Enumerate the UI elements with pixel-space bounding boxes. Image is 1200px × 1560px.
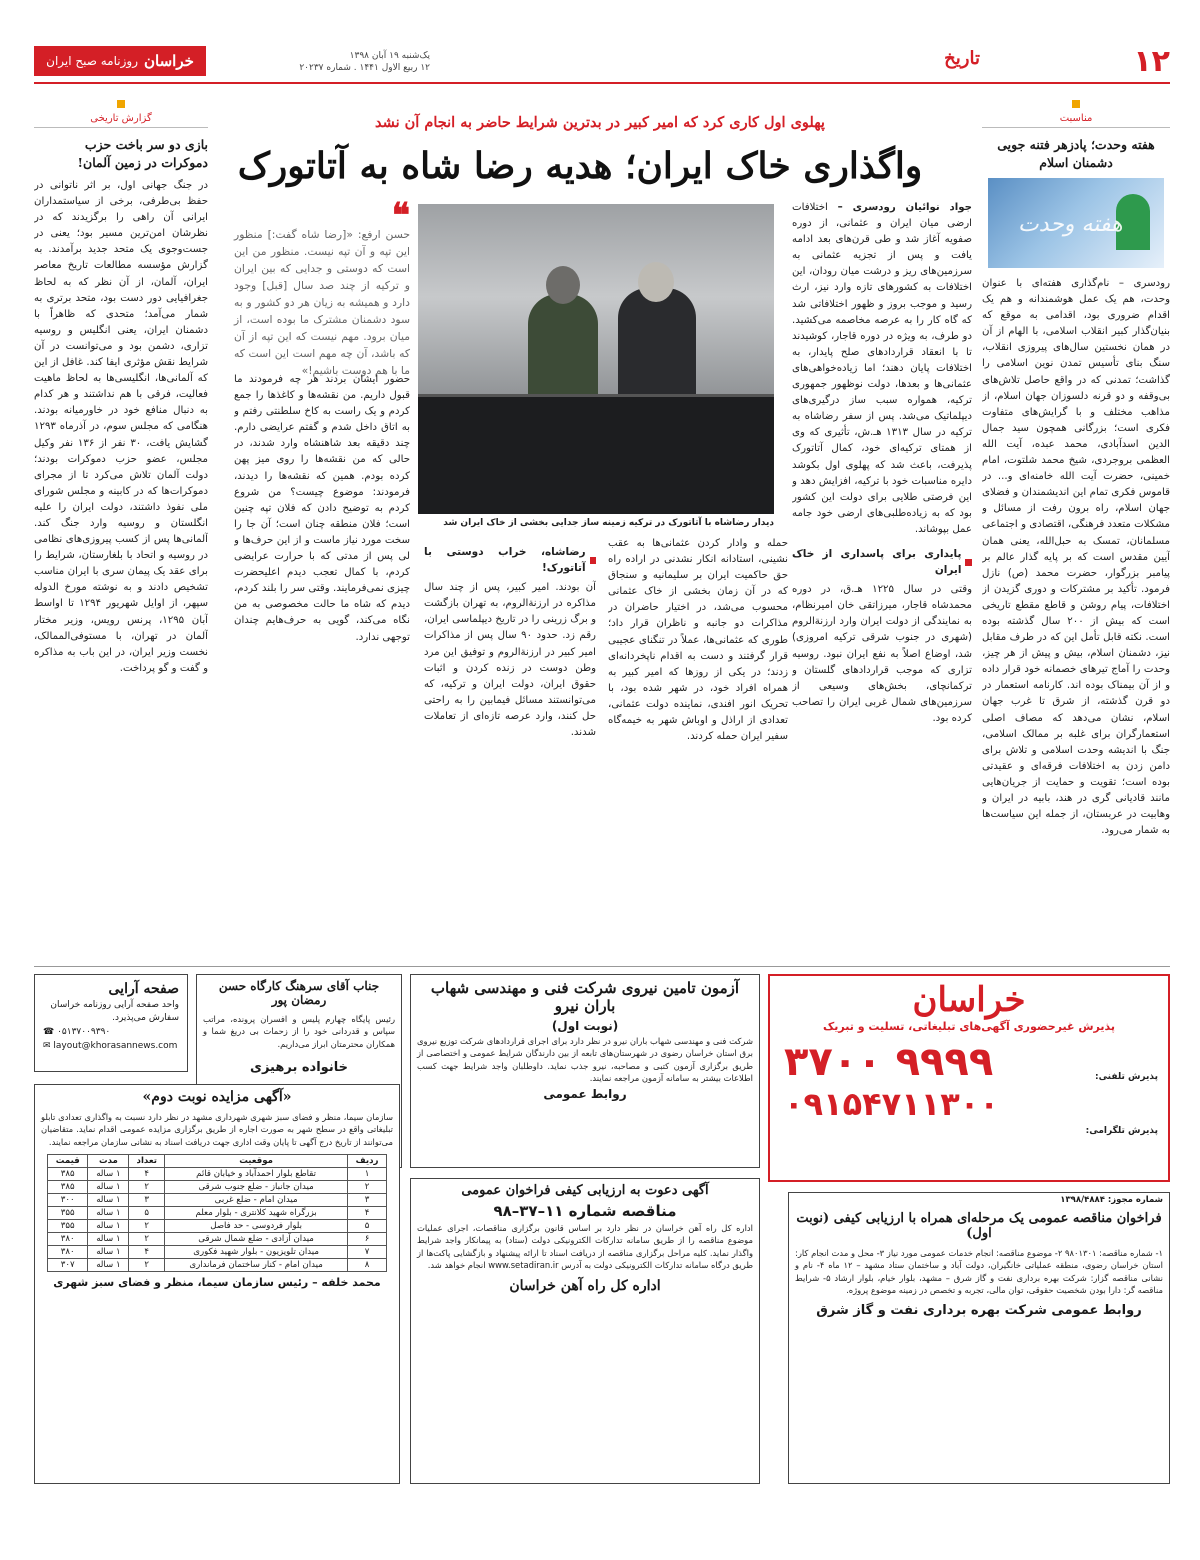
ad-layout-title: صفحه آرایی <box>108 981 179 997</box>
ad-gas-tender[interactable] <box>788 1192 1170 1484</box>
date-block <box>270 50 430 74</box>
table-cell: ۴ <box>348 1207 387 1220</box>
table-cell: ۳۰۷ <box>48 1259 88 1272</box>
table-cell: ۱ ساله <box>88 1259 129 1272</box>
table-cell: ۳۸۵ <box>48 1181 88 1194</box>
phone-icon-row[interactable]: ☎ ۰۵۱۳۷۰۰۹۳۹۰ <box>43 1027 111 1037</box>
square-bullet-icon <box>965 559 972 566</box>
table-cell: ۱ ساله <box>88 1233 129 1246</box>
article-column-4 <box>234 372 410 962</box>
ad-khorasan-logo: خراسان <box>912 980 1026 1020</box>
article-col4-text: حضور ایشان بردند هر چه فرمودند ما قبول داریم. من نقشه‌ها و کاغذها را جمع کردم و یک راست به کاخ سلطنتی رفتم و به اتاق داخل شدم و گفتم عرایضی دارم. چند دقیقه بعد شاهنشاه وارد شدند، در حالی که من نقشه‌ها را روی میز پهن کرده بودم. همین که نقشه‌ها را دیدند، فرمودند: موضوع چیست؟ من شروع کردم به توضیح دادن که فلان تپه چنین است؛ فلان منطقه چنان است؛ آن جا را سخت مورد نیاز ماست و از این حرف‌ها و لی پس از مدتی که با حرارت عرایضی کردم، با کمال تعجب دیدم اعلیحضرت چیزی نمی‌فرمایند. وقتی سر را بلند کردم، دیدم که شاه ما حالت مخصوصی به من نگاه می‌کند، گویی به حرف‌هایم چندان توجهی ندارد. <box>234 374 410 643</box>
quote-mark-icon: ❝ <box>391 196 410 236</box>
ad-gas-body: ۱- شماره مناقصه: ۹۸۰۱۳۰۱ ۲- موضوع مناقصه: انجام خدمات عمومی مورد نیاز ۳- محل و مدت انجام کار: استان خراسان رضوی، منطقه عملیاتی خانگیران، دولت آباد و ساختمان ستاد مشهد – ۱۲ ماه ۴- نام و نشانی مناقصه گزار: شرکت بهره برداری نفت و گاز شرق – مشهد، بلوار خیام، بلوار ارشاد ۵- شرایط مناقصه گر: دارا بودن شخصیت حقوقی، توان مالی، تجربه و تخصص در زمینه موضوع پروژه. <box>795 1248 1163 1296</box>
table-cell: ۳۰۰ <box>48 1194 88 1207</box>
table-cell: ۲ <box>129 1233 165 1246</box>
table-row <box>48 1246 387 1259</box>
ad-auction-body: سازمان سیما، منظر و فضای سبز شهری شهرداری مشهد در نظر دارد نسبت به واگذاری تعدادی تابلو تبلیغاتی واقع در سطح شهر به صورت اجاره از طریق برگزاری مزایده عمومی اقدام نماید. متقاضیان می‌توانند از تاریخ درج آگهی تا پایان وقت اداری جهت دریافت اسناد به نشانی سازمان مراجعه نمایند. <box>41 1112 393 1147</box>
ad-layout-phone[interactable]: ۰۵۱۳۷۰۰۹۳۹۰ <box>57 1027 111 1037</box>
ad-khorasan-phone-1[interactable]: ۳۷۰۰ ۹۹۹۹ <box>784 1039 994 1085</box>
ad-auction-rows <box>48 1168 387 1272</box>
brand-tagline: روزنامه صبح ایران <box>46 54 138 68</box>
ad-appreciation-body: رئیس پایگاه چهارم پلیس و افسران پرونده، مراتب سپاس و قدردانی خود را از زحمات بی دریغ شما و همکاران محترمتان ابراز می‌داریم. <box>203 1014 395 1049</box>
ad-railway-number: مناقصه شماره ۱۱–۳۷–۹۸ <box>493 1202 677 1220</box>
table-row <box>48 1259 387 1272</box>
table-cell: ۴ <box>129 1168 165 1181</box>
article-headline: واگذاری خاک ایران؛ هدیه رضا شاه به آتاتورک <box>237 145 923 187</box>
table-cell: ۳۸۵ <box>48 1168 88 1181</box>
table-cell: ۱ <box>348 1168 387 1181</box>
article-byline: جواد نوائیان رودسری – <box>827 202 972 213</box>
table-cell: ۸ <box>348 1259 387 1272</box>
table-cell: ۳۸۰ <box>48 1246 88 1259</box>
table-cell: ۱ ساله <box>88 1207 129 1220</box>
left-column-title: بازی دو سر باخت حزب دموکرات در زمین آلمان! <box>77 137 208 170</box>
article-col1-text: اختلافات ارضی میان ایران و عثمانی، از دوره صفویه آغاز شد و طی قرن‌های بعد ادامه یافت و پس از تجزیه عثمانی به سرزمین‌های ریز و درشت میان رودان، این اختلافات به کشورهای تازه وارد نیز، ارث رسید و موجب بروز و ظهور اختلافاتی شد که گاه کار را به عرصه مخاصمه می‌کشید. دو طرف، به ویژه در دوره قاجار، کوشیدند تا با انعقاد قراردادهای صلح پایدار، به اختلافات پایان دهند؛ اما زیاده‌خواهی‌های عثمانی‌ها و بعدها، دولت نوظهور جمهوری ترکیه، همواره سبب ساز درگیری‌های دیپلماتیک می‌شد. پس از سفر رضاشاه به ترکیه در سال ۱۳۱۳ هـ.ش، تأثیری که وی از همتای ترکیه‌ای خود، کمال آتاتورک پذیرفت، باعث شد که پهلوی اول بکوشد دایره مناسبات خود با ترکیه، افزایش دهد و این فرصتی طلایی برای دولت این کشور بود که به زیاده‌طلبی‌های ارضی خود جامه عمل بپوشاند. <box>792 202 972 535</box>
right-column-body: رودسری – نام‌گذاری هفته‌ای با عنوان وحدت، هم یک عمل هوشمندانه و هم یک اقدام ضروری بود، اقدامی به موقع که بنیان‌گذار کبیر انقلاب اسلامی، با الهام از آن در همان نخستین سال‌های پیروزی انقلاب، سنگ بنای تأسیس تمدن نوین اسلامی را گذاشت؛ تمدنی که در واقع حاصل تلاش‌های بی‌وقفه و دو قرنه دلسوزان جهان اسلام، از مذاهب مختلف و با گرایش‌های متفاوت فکری است؛ بزرگانی همچون سید جمال الدین اسدآبادی، محمد عبده، آیت الله العظمی بروجردی، شیخ محمد شلتوت، امام خمینی، حضرت آیت الله خامنه‌ای و... در قاموس فکری تمام این اندیشمندان و فضلای جهان اسلام، راه برون رفت از مسائل و مشکلات متعدد فرهنگی، اقتصادی و اجتماعی مسلمانان، تمسک به حبل‌الله، یعنی همان آیین مقدس است که بر پایه گذار عالم بر پیامبر بزرگوار، حضرت محمد (ص) نازل فرمود. تأکید بر مشترکات و دوری گزیدن از اختلافات، پیام روشن و قاطع مقطع تاریخی است که بیش از ۲۰۰ سال گذشته بوده است. نکته قابل تأمل این که در طرف مقابل نیز، دشمنان اسلام، بیش و پیش از هر چیز، وحدت را آماج تیرهای خصمانه خود قرار داده و از آن بیمناک بوده اند. کارنامه استعمار در دو قرن گذشته، از شرق تا غرب جهان اسلام، نشان می‌دهد که مصاف اصلی استعمارگران برای غلبه بر ممالک اسلامی، جنگ با اندیشه وحدت اسلامی و تلاش برای دامن زدن به اختلافات فرقه‌ای و عقیدتی بوده است؛ تقویت و حمایت از جریان‌هایی مانند قادیانی گری در هند، بابیه در ایران و وهابیت در عربستان، از جمله این سیاست‌ها به شمار می‌رود. <box>982 278 1170 837</box>
email-icon-row[interactable]: ✉ layout@khorasannews.com <box>43 1041 178 1051</box>
table-cell: بلوار فردوسی - حد فاصل <box>165 1220 348 1233</box>
ad-tamin-subtitle: (نوبت اول) <box>551 1019 619 1033</box>
table-header-row: ردیف موقعیت تعداد مدت قیمت <box>48 1155 387 1168</box>
ad-tamin-title: آزمون تامین نیروی شرکت فنی و مهندسی شهاب باران نیرو <box>430 979 740 1015</box>
article-supertitle: پهلوی اول کاری کرد که امیر کبیر در بدترین شرایط حاضر به انجام آن نشد <box>375 114 825 131</box>
masthead <box>34 44 1170 80</box>
occasion-image <box>988 178 1164 268</box>
ad-gas-ref: شماره مجوز: ۱۳۹۸/۴۸۸۴ <box>1060 1195 1163 1205</box>
table-row <box>48 1207 387 1220</box>
table-cell: میدان امام - کنار ساختمان فرمانداری <box>165 1259 348 1272</box>
square-bullet-icon <box>590 557 596 564</box>
ad-tamin-niro[interactable] <box>410 974 760 1168</box>
date-line-1: یک‌شنبه ۱۹ آبان ۱۳۹۸ <box>349 51 430 61</box>
pullquote <box>234 196 410 379</box>
table-row <box>48 1233 387 1246</box>
table-cell: ۱ ساله <box>88 1220 129 1233</box>
ad-gas-sign: روابط عمومی شرکت بهره برداری نفت و گاز شرق <box>816 1302 1142 1318</box>
article-col2-text: حمله و وادار کردن عثمانی‌ها به عقب نشینی، استادانه انکار نشدنی در اراده راه حق حاکمیت ایران بر سلیمانیه و سنجاق که در آن زمان بخشی از خاک عثمانی محسوب می‌شد، در اختیار حاضران در مذاکرات دو جانبه و ناظران قرار داد؛ طوری که عثمانی‌ها، عملاً در تنگنای عجیبی قرار گرفتند و دست به اقدام ناپخردانه‌ای زدند؛ در یکی از روزها که امیر کبیر به همراه افراد خود، در شهر شده بود، با تحریک انور افندی، نماینده دولت عثمانی، تعدادی از اراذل و اوباش شهر به خیمه‌گاه سفیر ایران حمله کردند. <box>608 538 788 743</box>
table-cell: ۲ <box>129 1181 165 1194</box>
article-col3-text: آن بودند. امیر کبیر، پس از چند سال مذاکره در ارزنة‌الروم، به تهران بازگشت و برگ زرینی را در تاریخ دیپلماسی ایران، رقم زد. حدود ۹۰ سال پس از مذاکرات امیر کبیر در ارزنة‌الروم و توفیق این مرد وطن دوست در زنده کردن و اثبات حقوق ایران، دولت ایران و ترکیه، که می‌توانستند مسائل فیمابین را به راحتی حل کنند، وارد عرصه تازه‌ای از تعاملات شدند. <box>424 582 596 739</box>
table-cell: ۶ <box>348 1233 387 1246</box>
article-subhead-1: پایداری برای پاسداری از خاک ایران <box>792 546 972 578</box>
right-column-title: هفته وحدت؛ پادزهر فتنه جویی دشمنان اسلام <box>997 137 1155 170</box>
ad-gas-title: فراخوان مناقصه عمومی یک مرحله‌ای همراه با ارزیابی کیفی (نوبت اول) <box>796 1211 1162 1241</box>
masthead-rule <box>34 82 1170 84</box>
pullquote-text: حسن ارفع: «[رضا شاه گفت:] منظور این تپه و آن تپه نیست. منظور من این است که دوستی و جدایی که بین ایران و ترکیه از چند صد سال [قبل] وجود دارد و همیشه به زیان هر دو کشور و به سود دشمنان مشترک ما بوده است، از میان برود. مهم نیست که این تپه از آن که باشد، آن چه مهم است این است که ما با هم دوست باشیم!» <box>234 228 410 377</box>
ad-railway-body: اداره کل راه آهن خراسان در نظر دارد بر اساس قانون برگزاری مناقصات، اجرای عملیات موضوع مناقصه را از طریق سامانه تدارکات الکترونیکی دولت (ستاد) به پیمانکار واجد شرایط واگذار نماید. کلیه مراحل برگزاری مناقصه از دریافت اسناد تا ارائه پیشنهاد و بازگشایی پاکت‌ها از طریق درگاه سامانه تدارکات الکترونیکی دولت به آدرس www.setadiran.ir انجام خواهد شد. <box>417 1223 753 1271</box>
photo-car <box>418 394 774 514</box>
table-cell: بزرگراه شهید کلانتری - بلوار معلم <box>165 1207 348 1220</box>
ad-auction-table <box>47 1154 387 1272</box>
table-cell: میدان امام - ضلع غربی <box>165 1194 348 1207</box>
table-cell: میدان تلویزیون - بلوار شهید فکوری <box>165 1246 348 1259</box>
ad-layout-service[interactable] <box>34 974 188 1072</box>
table-cell: ۷ <box>348 1246 387 1259</box>
table-cell: میدان جانباز - ضلع جنوب شرقی <box>165 1181 348 1194</box>
table-cell: ۵ <box>129 1207 165 1220</box>
ad-khorasan-tagline: پذیرش غیرحضوری آگهی‌های تبلیغاتی، تسلیت و تبریک <box>823 1020 1115 1033</box>
article-col1b-text: وقتی در سال ۱۲۲۵ هـ.ق، در دوره محمدشاه قاجار، میرزاتقی خان امیرنظام، به نمایندگی از دولت ایران وارد ارزنة‌الروم (شهری در جنوب شرقی ترکیه امروزی) شد، اوضاع اصلاً به نفع ایران نبود. روسیه تزاری که موجب قراردادهای گلستان و ترکمانچای، بخش‌های وسیعی از سرزمین‌های شمال غربی ایران را تصاحب کرده بود. <box>792 584 972 724</box>
image-calligraphy: هفته وحدت <box>1018 212 1123 237</box>
section-label: گزارش تاریخی <box>34 110 208 128</box>
table-cell: ۲ <box>348 1181 387 1194</box>
table-cell: ۴ <box>129 1246 165 1259</box>
table-cell: ۱ ساله <box>88 1181 129 1194</box>
table-cell: میدان آزادی - ضلع شمال شرقی <box>165 1233 348 1246</box>
article-column-1 <box>792 200 972 960</box>
table-cell: ۳ <box>129 1194 165 1207</box>
ad-appreciation-sign: خانواده برهیزی <box>250 1060 348 1076</box>
ad-appreciation-title: جناب آقای سرهنگ کارگاه حسن رمضان پور <box>218 979 380 1007</box>
section-name: تاریخ <box>944 48 980 69</box>
table-row <box>48 1194 387 1207</box>
table-cell: ۳۸۰ <box>48 1233 88 1246</box>
photo-caption: دیدار رضاشاه با آتاتورک در ترکیه زمینه ساز جدایی بخشی از خاک ایران شد <box>443 518 774 528</box>
article-subhead-2: رضاشاه، خراب دوستی با آتاتورک! <box>424 544 596 576</box>
ad-tamin-footer: روابط عمومی <box>543 1086 627 1101</box>
table-cell: ۵ <box>348 1220 387 1233</box>
brand-box[interactable] <box>34 46 206 76</box>
ad-railway-title: آگهی دعوت به ارزیابی کیفی فراخوان عمومی <box>461 1183 709 1198</box>
ad-railway-sign: اداره کل راه آهن خراسان <box>509 1277 661 1294</box>
ad-khorasan-label-2: پذیرش تلگرامی: <box>1085 1126 1158 1136</box>
ad-auction[interactable] <box>34 1084 400 1484</box>
left-column <box>34 110 208 964</box>
table-cell: ۳ <box>348 1194 387 1207</box>
ad-railway-tender[interactable] <box>410 1178 760 1484</box>
ad-khorasan[interactable] <box>768 974 1170 1182</box>
ad-auction-title: «آگهی مزایده نوبت دوم» <box>142 1089 292 1105</box>
ad-layout-email[interactable]: layout@khorasannews.com <box>53 1041 178 1051</box>
section-label: مناسبت <box>982 110 1170 128</box>
article-column-2 <box>608 536 788 962</box>
ad-tamin-body: شرکت فنی و مهندسی شهاب باران نیرو در نظر دارد برای اجرای قراردادهای شرکت توزیع نیروی برق استان خراسان رضوی در شهرستان‌های تابعه از بین دارندگان شرایط عمومی و اختصاصی از طریق برگزاری آزمون کتبی و مصاحبه، نیرو جذب نماید. داوطلبان واجد شرایط جهت کسب اطلاعات بیشتر به سامانه آزمون مراجعه نمایند. <box>417 1036 753 1084</box>
table-cell: ۲ <box>129 1220 165 1233</box>
table-row <box>48 1181 387 1194</box>
ad-khorasan-label-1: پذیرش تلفنی: <box>1094 1072 1158 1082</box>
ad-layout-desc: واحد صفحه آرایی روزنامه خراسان سفارش می‌پذیرد. <box>50 1000 179 1023</box>
table-cell: ۳۵۵ <box>48 1220 88 1233</box>
table-cell: ۱ ساله <box>88 1246 129 1259</box>
ad-auction-sign: محمد خلفه – رئیس سازمان سیما، منظر و فضای سبز شهری <box>53 1276 381 1290</box>
article-photo <box>418 204 774 514</box>
table-cell: ۳۵۵ <box>48 1207 88 1220</box>
table-cell: ۱ ساله <box>88 1194 129 1207</box>
left-column-body: در جنگ جهانی اول، بر اثر ناتوانی در حفظ بی‌طرفی، برخی از سیاستمداران ایرانی آن راهی را برگزیدند که در نظرشان امن‌ترین مسیر بود؛ یعنی در جست‌وجوی یک متحد جدید برآمدند. به گزارش مؤسسه مطالعات تاریخ معاصر ایران، آلمان، از آن نظر که به لحاظ جغرافیایی دور دست بود، متحد برتری به شمار می‌آمد؛ متحدی که ظاهراً با دشمنان ایران، یعنی انگلیس و روسیه تزاری، دشمن بود و می‌توانست در آن شرایط نقش مؤثری ایفا کند. غافل از این که آلمانی‌ها، انگلیسی‌ها به لحاظ ماهیت فعالیت، فرقی با هم نداشتند و هر کدام به دنبال منافع خود در خاورمیانه بودند. هنگامی که مجلس سوم، در آذرماه ۱۲۹۳ گشایش یافت، ۳۰ نفر از ۱۳۶ نفر وکیل مجلس، عضو حزب دموکرات بودند؛ دولت آلمان تلاش می‌کرد تا از مجرای دموکرات‌ها که در کابینه و مجلس شورای ملی نفوذ داشتند، دولت ایران را علیه انگلستان و روسیه وارد جنگ کند. آلمانی‌ها پس از کسب پیروزی‌های نظامی در روسیه و اتحاد با بلغارستان، شرایط را برای عقد یک پیمان سری با ایران مناسب تشخیص دادند و به نوشته مورخ الدوله سپهر، از اوایل شهریور ۱۲۹۴ تا اواسط آبان ۱۲۹۵، پرنس رویس، وزیر مختار آلمان در تهران، با مستوفی‌الممالک، نخست وزیر ایران، در این باب به مذاکره و گفت و گو پرداخت. <box>34 180 208 674</box>
article-column-3 <box>424 536 596 962</box>
brand-logo: خراسان <box>144 52 194 70</box>
date-line-2: ۱۲ ربیع الاول ۱۴۴۱ . شماره ۲۰۲۳۷ <box>299 63 430 73</box>
page-number: ۱۲ <box>1133 44 1170 79</box>
table-cell: ۲ <box>129 1259 165 1272</box>
table-cell: تقاطع بلوار احمدآباد و خیابان قائم <box>165 1168 348 1181</box>
ad-khorasan-phone-2[interactable]: ۰۹۱۵۴۷۱۱۳۰۰ <box>784 1085 999 1123</box>
table-row <box>48 1168 387 1181</box>
table-cell: ۱ ساله <box>88 1168 129 1181</box>
ads-divider <box>34 966 1170 967</box>
table-row <box>48 1220 387 1233</box>
